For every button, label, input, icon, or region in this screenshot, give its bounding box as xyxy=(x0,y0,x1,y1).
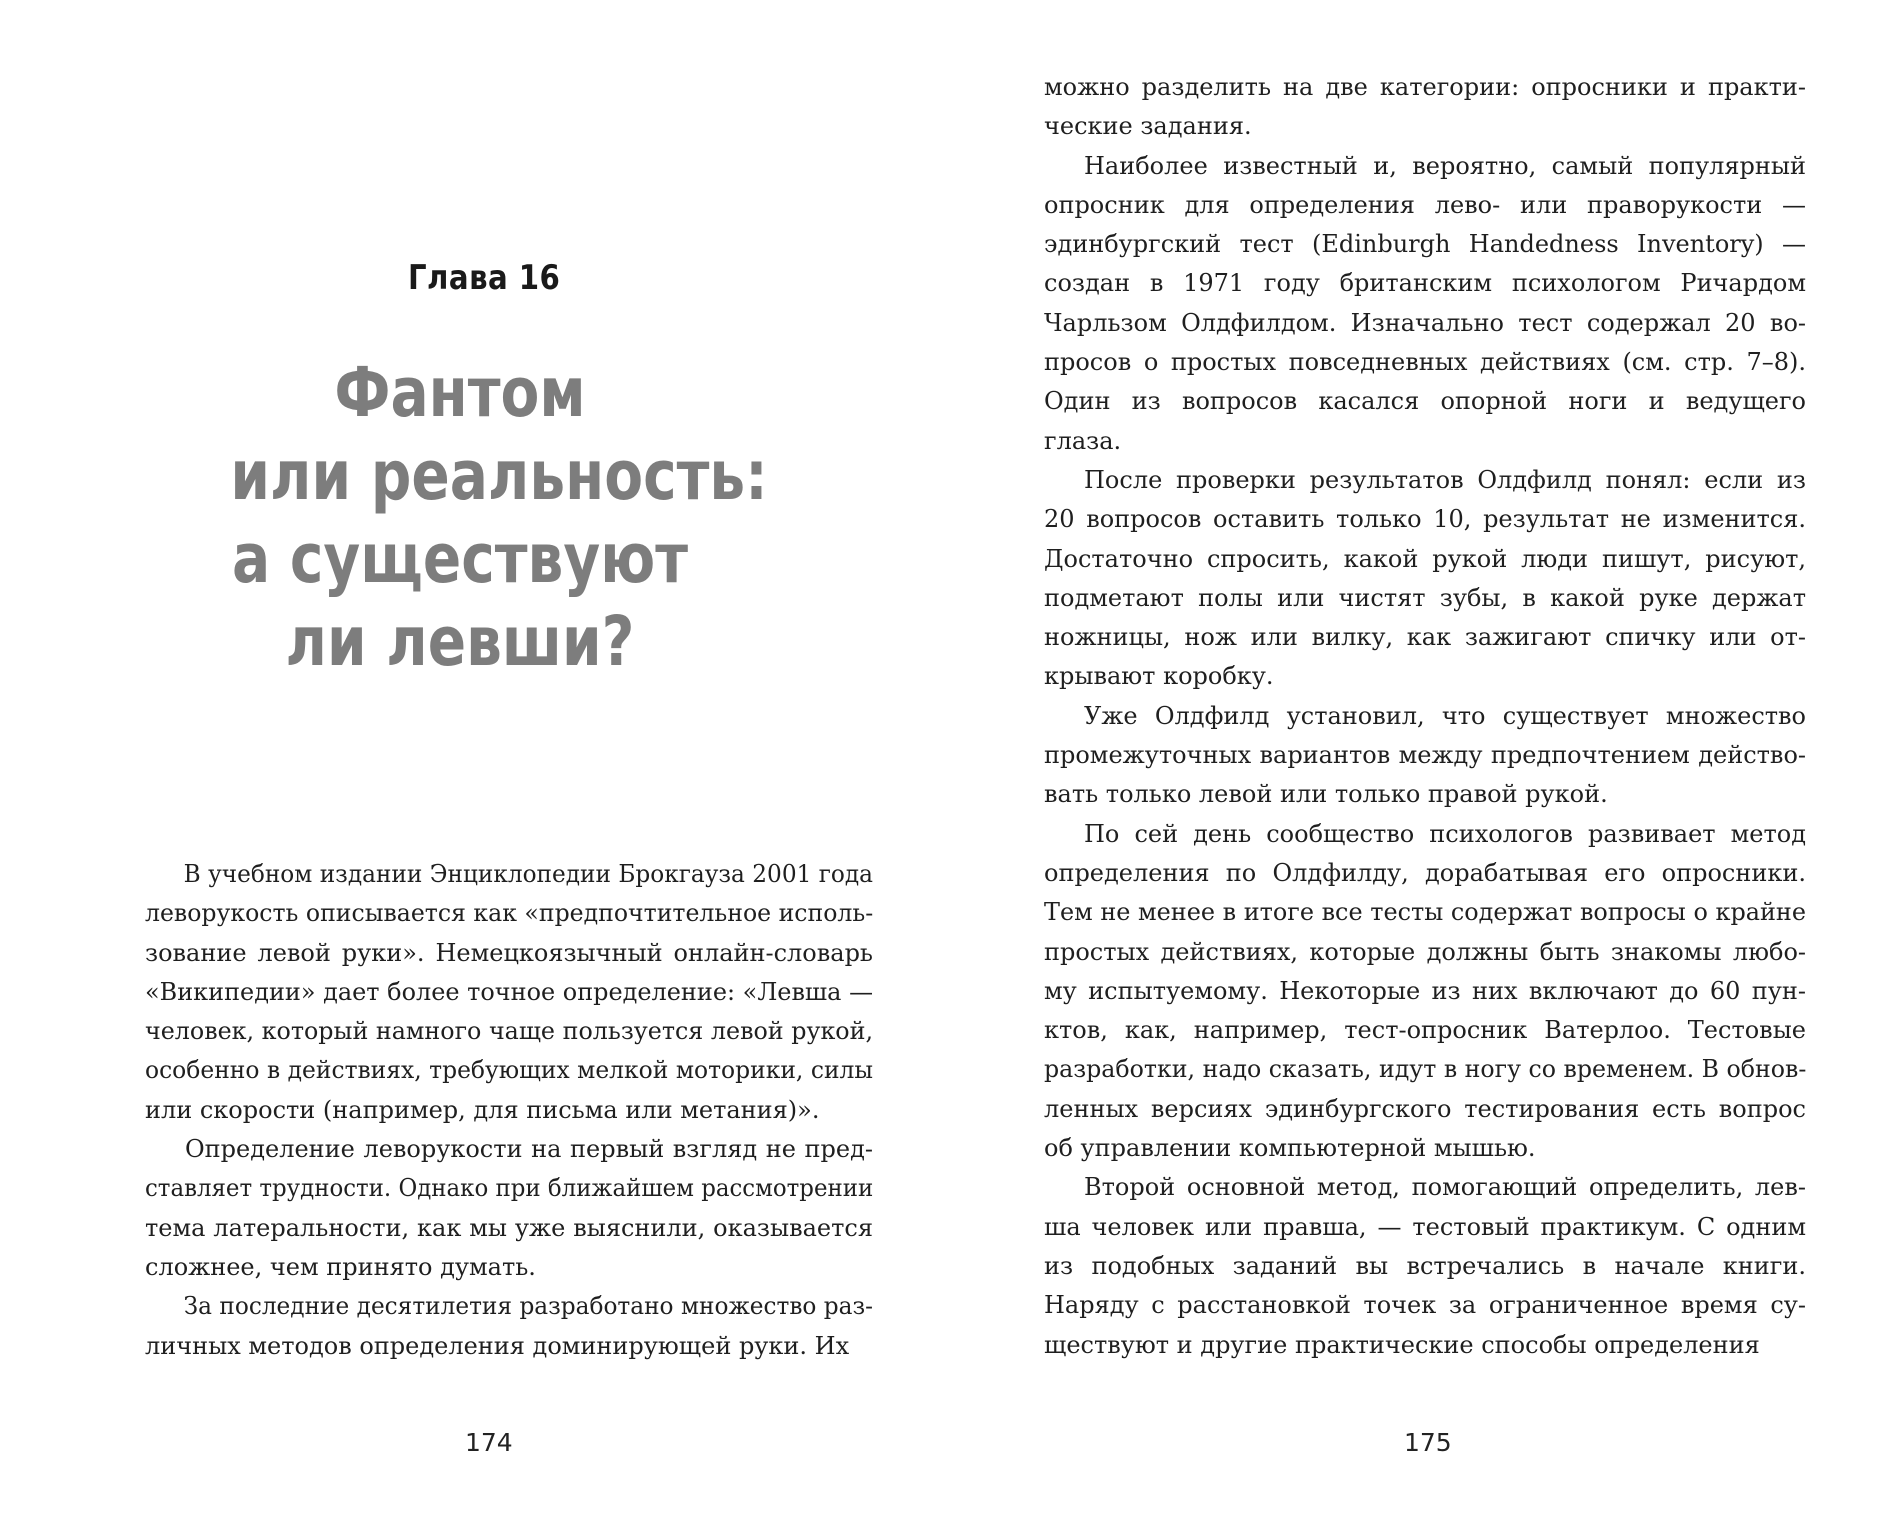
text-line: ленных версиях эдинбургского тестирования есть вопрос xyxy=(1044,1094,1806,1123)
paragraph xyxy=(1044,1168,1806,1364)
text-line: После проверки результатов Олдфилд понял: если из xyxy=(1084,465,1806,494)
text-line: из подобных заданий вы встречались в начале книги. xyxy=(1044,1251,1806,1280)
text-line: Тем не менее в итоге все тесты содержат вопросы о крайне xyxy=(1044,898,1807,927)
right-page xyxy=(944,0,1888,1525)
chapter-title-line: или реальность: xyxy=(230,436,768,516)
chapter-title-line: а существуют xyxy=(231,519,689,599)
text-line: ножницы, нож или вилку, как зажигают спичку или от- xyxy=(1044,623,1806,652)
text-line: «Википедии» дает более точное определение: «Левша — xyxy=(145,977,874,1006)
text-line: Наиболее известный и, вероятно, самый популярный xyxy=(1084,151,1806,180)
chapter-title xyxy=(230,352,768,684)
text-line: Определение леворукости на первый взгляд не пред- xyxy=(185,1135,873,1164)
paragraph xyxy=(1044,147,1806,461)
text-line: ктов, как, например, тест-опросник Ватерлоо. Тестовые xyxy=(1044,1016,1806,1045)
text-line: тема латеральности, как мы уже выяснили, оказывается xyxy=(145,1213,873,1242)
text-line: вать только левой или только правой рукой. xyxy=(1044,780,1608,809)
text-line: глаза. xyxy=(1044,426,1122,455)
page-number-right: 175 xyxy=(1404,1428,1452,1457)
paragraph xyxy=(145,855,873,1130)
text-line: му испытуемому. Некоторые из них включают до 60 пун- xyxy=(1044,976,1806,1005)
text-line: По сей день сообщество психологов развивает метод xyxy=(1084,819,1806,848)
text-line: просов о простых повседневных действиях (см. стр. 7–8). xyxy=(1044,348,1806,377)
text-line: В учебном издании Энциклопедии Брокгауза 2001 года xyxy=(183,860,874,888)
right-page-body-text xyxy=(1044,68,1806,1365)
text-line: Уже Олдфилд установил, что существует множество xyxy=(1084,701,1806,730)
chapter-title-line: Фантом xyxy=(334,353,586,433)
text-line: сложнее, чем принято думать. xyxy=(145,1252,536,1281)
paragraph xyxy=(145,1130,873,1287)
text-line: разработки, надо сказать, идут в ногу со временем. В обнов- xyxy=(1044,1055,1807,1084)
text-line: опросник для определения лево- или праворукости — xyxy=(1044,190,1806,219)
text-line: крывают коробку. xyxy=(1044,662,1274,691)
chapter-title-line: ли левши? xyxy=(285,602,635,682)
text-line: подметают полы или чистят зубы, в какой руке держат xyxy=(1044,583,1806,612)
paragraph xyxy=(145,1287,873,1366)
paragraph xyxy=(1044,461,1806,697)
text-line: ша человек или правша, — тестовый практикум. С одним xyxy=(1044,1212,1806,1241)
text-line: личных методов определения доминирующей руки. Их xyxy=(145,1331,850,1360)
chapter-label: Глава 16 xyxy=(408,258,561,298)
left-page-body-text xyxy=(145,855,873,1366)
paragraph xyxy=(1044,68,1806,147)
paragraph xyxy=(1044,815,1806,1169)
text-line: зование левой руки». Немецкоязычный онлайн-словарь xyxy=(145,938,873,967)
text-line: об управлении компьютерной мышью. xyxy=(1044,1134,1536,1163)
text-line: можно разделить на две категории: опросники и практи- xyxy=(1044,73,1806,101)
text-line: ществуют и другие практические способы определения xyxy=(1044,1330,1760,1359)
text-line: особенно в действиях, требующих мелкой моторики, силы xyxy=(145,1056,874,1085)
text-line: создан в 1971 году британским психологом Ричардом xyxy=(1044,269,1806,298)
text-line: Наряду с расстановкой точек за ограниченное время су- xyxy=(1044,1291,1806,1320)
paragraph xyxy=(1044,697,1806,815)
page-number-left: 174 xyxy=(465,1428,513,1457)
text-line: ставляет трудности. Однако при ближайшем рассмотрении xyxy=(145,1174,874,1203)
text-line: или скорости (например, для письма или метания)». xyxy=(145,1095,820,1124)
text-line: простых действиях, которые должны быть знакомы любо- xyxy=(1044,937,1806,966)
text-line: Чарльзом Олдфилдом. Изначально тест содержал 20 во- xyxy=(1044,308,1806,337)
text-line: 20 вопросов оставить только 10, результат не изменится. xyxy=(1044,505,1806,534)
text-line: Второй основной метод, помогающий определить, лев- xyxy=(1084,1173,1806,1202)
text-line: ческие задания. xyxy=(1044,112,1252,141)
text-line: эдинбургский тест (Edinburgh Handedness Inventory) — xyxy=(1044,230,1806,259)
text-line: определения по Олдфилду, дорабатывая его опросники. xyxy=(1044,858,1806,887)
text-line: Один из вопросов касался опорной ноги и ведущего xyxy=(1044,387,1806,416)
text-line: промежуточных вариантов между предпочтением действо- xyxy=(1044,741,1806,770)
text-line: За последние десятилетия разработано множество раз- xyxy=(183,1292,874,1321)
text-line: человек, который намного чаще пользуется левой рукой, xyxy=(145,1017,874,1046)
text-line: Достаточно спросить, какой рукой люди пишут, рисуют, xyxy=(1044,544,1806,573)
text-line: леворукость описывается как «предпочтительное исполь- xyxy=(145,899,874,928)
